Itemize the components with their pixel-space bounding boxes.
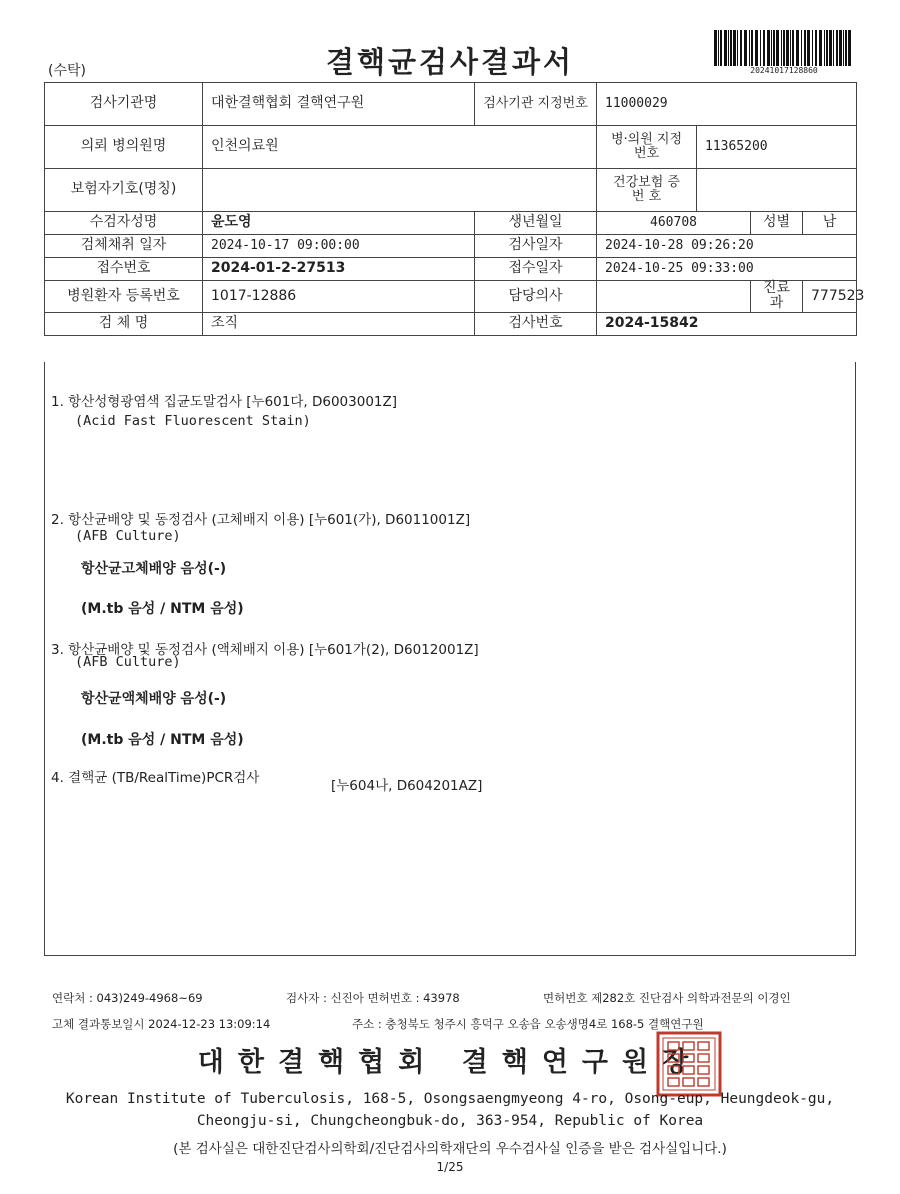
label-receipt-date: 접수일자 — [475, 258, 597, 281]
value-department: 777523 — [803, 281, 857, 313]
value-test-date: 2024-10-28 09:26:20 — [597, 235, 857, 258]
row-dates-1 — [45, 235, 857, 258]
value-institution: 대한결핵협회 결핵연구원 — [203, 83, 475, 126]
value-birth-date: 460708 — [597, 212, 751, 235]
barcode-number: 20241017128860 — [750, 66, 818, 75]
label-patient-name: 수검자성명 — [45, 212, 203, 235]
label-department: 진료과 — [751, 281, 803, 313]
institute-director-name: 대한결핵협회 결핵연구원장 — [197, 1047, 703, 1078]
notification-datetime: 고체 결과통보일시 2024-12-23 13:09:14 — [52, 1017, 271, 1031]
label-birth-date: 생년월일 — [475, 212, 597, 235]
value-receipt-number: 2024-01-2-27513 — [203, 258, 475, 281]
label-test-date: 검사일자 — [475, 235, 597, 258]
item2-title: 2. 항산균배양 및 동정검사 (고체배지 이용) [누601(가), D6011001Z] — [51, 512, 471, 528]
row-hospital — [45, 126, 857, 169]
item3-subtitle: (AFB Culture) — [75, 654, 181, 670]
page-number: 1/25 — [436, 1160, 464, 1174]
value-registration-number: 1017-12886 — [203, 281, 475, 313]
value-test-number: 2024-15842 — [597, 312, 857, 335]
value-hospital-number: 11365200 — [697, 126, 857, 169]
row-dates-2 — [45, 258, 857, 281]
value-patient-name: 윤도영 — [203, 212, 475, 235]
row-insurance — [45, 169, 857, 212]
patient-info-table — [44, 82, 865, 336]
value-specimen: 조직 — [203, 312, 475, 335]
label-insurer: 보험자기호(명칭) — [45, 169, 203, 212]
item2-result: 항산균고체배양 음성(-) — [81, 561, 227, 577]
row-institution — [45, 83, 857, 126]
value-doctor — [597, 281, 751, 313]
row-specimen — [45, 312, 857, 335]
document-title: 결핵균검사결과서 — [325, 45, 575, 79]
value-sex: 남 — [803, 212, 857, 235]
item4-title: 4. 결핵균 (TB/RealTime)PCR검사 — [51, 770, 260, 786]
label-institution: 검사기관명 — [45, 83, 203, 126]
address-korean: 주소 : 충청북도 청주시 흥덕구 오송읍 오송생명4로 168-5 결핵연구원 — [352, 1017, 704, 1031]
label-sex: 성별 — [751, 212, 803, 235]
item4-code: [누604나, D604201AZ] — [331, 778, 483, 794]
value-insurance-card-number — [697, 169, 857, 212]
address-english-line2: Cheongju-si, Chungcheongbuk-do, 363-954, Republic of Korea — [196, 1113, 704, 1129]
item1-title: 1. 항산성형광염색 집균도말검사 [누601다, D6003001Z] — [51, 394, 398, 410]
value-hospital: 인천의료원 — [203, 126, 597, 169]
label-hospital-number: 병·의원 지정번호 — [597, 126, 697, 169]
certification-note: (본 검사실은 대한진단검사의학회/진단검사의학재단의 우수검사실 인증을 받은 검사실입니다.) — [173, 1141, 727, 1157]
item1-subtitle: (Acid Fast Fluorescent Stain) — [75, 413, 311, 429]
row-patient — [45, 212, 857, 235]
label-receipt-number: 접수번호 — [45, 258, 203, 281]
results-box — [44, 362, 856, 956]
item2-result-detail: (M.tb 음성 / NTM 음성) — [81, 601, 244, 617]
item3-title: 3. 항산균배양 및 동정검사 (액체배지 이용) [누601가(2), D6012001Z] — [51, 642, 479, 658]
specialist-info: 면허번호 제282호 진단검사 의학과전문의 이경인 — [543, 991, 791, 1005]
address-english-line1: Korean Institute of Tuberculosis, 168-5, Osongsaengmyeong 4-ro, Osong-eup, Heungdeok-gu, — [65, 1091, 835, 1107]
label-institution-number: 검사기관 지정번호 — [475, 83, 597, 126]
label-specimen: 검 체 명 — [45, 312, 203, 335]
official-seal-icon — [656, 1031, 722, 1097]
value-collection-date: 2024-10-17 09:00:00 — [203, 235, 475, 258]
label-hospital: 의뢰 병의원명 — [45, 126, 203, 169]
row-registration — [45, 281, 857, 313]
label-doctor: 담당의사 — [475, 281, 597, 313]
value-receipt-date: 2024-10-25 09:33:00 — [597, 258, 857, 281]
barcode — [714, 30, 854, 66]
value-institution-number: 11000029 — [597, 83, 857, 126]
label-registration-number: 병원환자 등록번호 — [45, 281, 203, 313]
item3-result-detail: (M.tb 음성 / NTM 음성) — [81, 732, 244, 748]
item3-result: 항산균액체배양 음성(-) — [81, 691, 227, 707]
contact-phone: 연락처 : 043)249-4968~69 — [52, 991, 203, 1005]
label-insurance-card-number: 건강보험 증 번 호 — [597, 169, 697, 212]
value-insurer — [203, 169, 597, 212]
label-collection-date: 검체채취 일자 — [45, 235, 203, 258]
examiner-info: 검사자 : 신진아 면허번호 : 43978 — [286, 991, 460, 1005]
document-type-label: (수탁) — [48, 63, 86, 79]
item2-subtitle: (AFB Culture) — [75, 528, 181, 544]
label-test-number: 검사번호 — [475, 312, 597, 335]
